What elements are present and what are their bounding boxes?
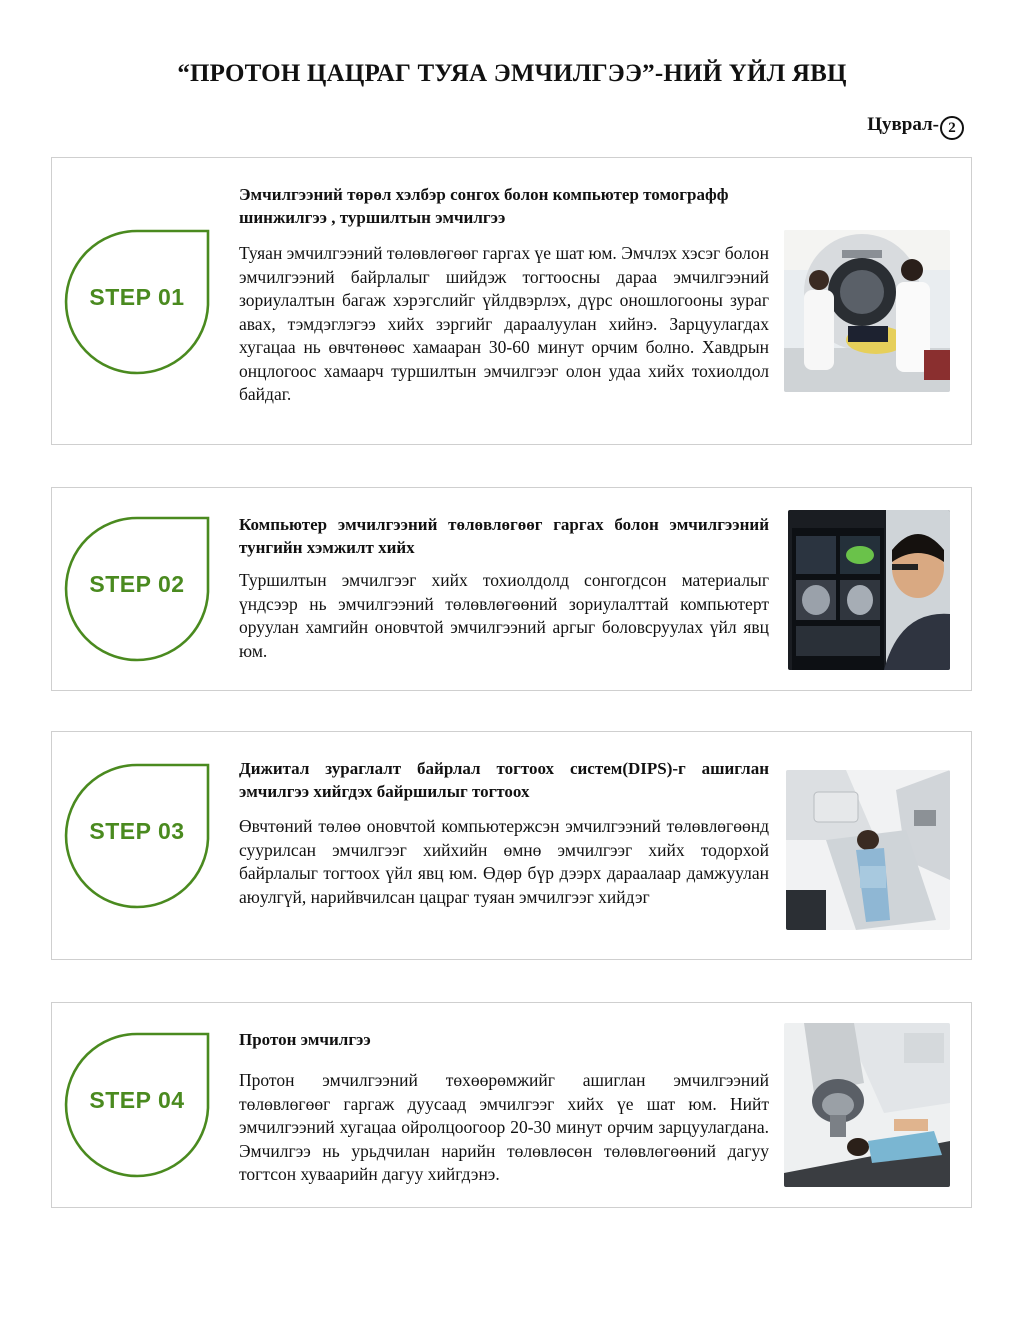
- step-content-4: [239, 1028, 769, 1187]
- step-body: Өвчтөний төлөө оновчтой компьютержсэн эмчилгээний төлөвлөгөөнд суурилсан эмчилгээг хийхийн өмнө эмчилгээг хийх тодорхой байрлалыг тогтоох үйл явц юм. Өдөр бүр дээрх дараалаар дамжуулан аюулгүй, нарийвчилсан цацраг туяан эмчилгээг хийдэг: [239, 816, 769, 907]
- document-title: “ПРОТОН ЦАЦРАГ ТУЯА ЭМЧИЛГЭЭ”-НИЙ ҮЙЛ ЯВЦ: [177, 60, 847, 87]
- step-photo-1: [784, 230, 950, 392]
- step-photo-3: [786, 770, 950, 930]
- step-content-1: [239, 183, 769, 407]
- step-badge-3: [62, 762, 212, 912]
- step-badge-label: STEP 04: [89, 1087, 185, 1113]
- step-photo-2: [788, 510, 950, 670]
- patient-positioning-image: [786, 770, 950, 930]
- step-badge-4: [62, 1031, 212, 1181]
- step-badge-label: STEP 01: [89, 284, 185, 310]
- series-label: [867, 114, 964, 140]
- doctors-ct-scanner-image: [784, 230, 950, 392]
- step-badge-label: STEP 03: [89, 818, 185, 844]
- doctor-monitor-image: [788, 510, 950, 670]
- step-heading: Компьютер эмчилгээний төлөвлөгөөг гаргах болон эмчилгээний тунгийн хэмжилт хийх: [239, 515, 769, 557]
- step-card-3: [51, 731, 972, 960]
- step-card-1: [51, 157, 972, 445]
- step-card-2: [51, 487, 972, 691]
- step-body: Туяан эмчилгээний төлөвлөгөөг гаргах үе шат юм. Эмчлэх хэсэг болон эмчилгээний байрлалыг шийдэж тогтоосны дараа эмчилгээний зориулалтын багаж хэрэгслийг үйлдвэрлэх, дүрс оношлогооны зураг авах, тэмдэглэгээ хийх зэргийг дараалуулан хийнэ. Зарцуулагдах хугацаа нь өвчтөнөөс хамааран 30-60 минут орчим болно. Хавдрын онцлогоос хамаарч туршилтын эмчилгээг олон удаа хийх тохиолдол байдаг.: [239, 243, 769, 404]
- step-card-4: [51, 1002, 972, 1208]
- step-badge-2: [62, 515, 212, 665]
- series-number: 2: [940, 116, 964, 140]
- step-heading: Протон эмчилгээ: [239, 1030, 371, 1049]
- step-badge-label: STEP 02: [89, 571, 185, 597]
- proton-gantry-image: [784, 1023, 950, 1187]
- step-photo-4: [784, 1023, 950, 1187]
- step-badge-1: [62, 228, 212, 378]
- step-heading: Эмчилгээний төрөл хэлбэр сонгох болон компьютер томографф шинжилгээ , туршилтын эмчилгээ: [239, 185, 729, 227]
- series-text: Цуврал-: [867, 114, 939, 135]
- step-content-2: [239, 513, 769, 663]
- step-heading: Дижитал зураглалт байрлал тогтоох систем(DIPS)-г ашиглан эмчилгээ хийгдэх байршилыг тогтоох: [239, 759, 769, 801]
- step-content-3: [239, 757, 769, 909]
- step-body: Протон эмчилгээний төхөөрөмжийг ашиглан эмчилгээний төлөвлөгөөг гаргаж дуусаад эмчилгээг хийх үе шат юм. Нийт эмчилгээний хугацаа ойролцоогоор 20-30 минут орчим зарцуулагдана. Эмчилгээ нь урьдчилан нарийн төлөвлөсөн төлөвлөгөөний дагуу тогтсон хуваарийн дагуу хийгдэнэ.: [239, 1070, 769, 1184]
- step-body: Туршилтын эмчилгээг хийх тохиолдолд сонгогдсон материалыг үндсээр нь эмчилгээний төлөвлөгөөний зориулалттай компьютерт оруулан хамгийн оновчтой эмчилгээний аргыг боловсруулах үйл явц юм.: [239, 570, 769, 661]
